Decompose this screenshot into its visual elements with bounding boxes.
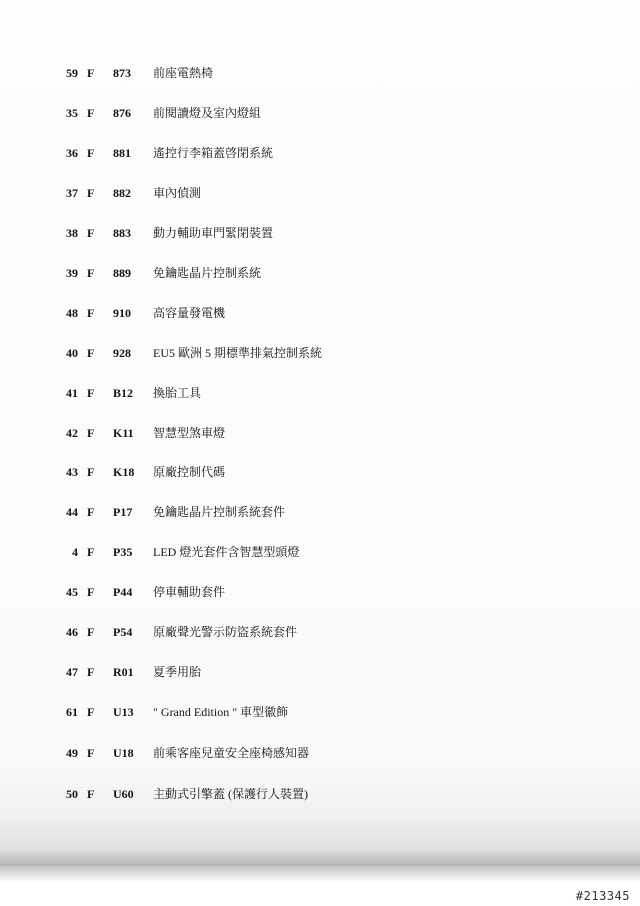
item-flag: F (87, 505, 95, 519)
item-flag: F (87, 66, 95, 80)
list-item (0, 343, 640, 363)
list-item (0, 383, 640, 403)
item-code: P44 (113, 585, 133, 599)
item-code: K18 (113, 465, 135, 479)
item-description: 前閱讀燈及室內燈組 (153, 106, 262, 120)
item-number: 45 (66, 585, 78, 599)
page-number: #213345 (575, 889, 630, 903)
list-item (0, 183, 640, 203)
list-item (0, 542, 640, 562)
item-number: 35 (66, 106, 78, 120)
item-flag: F (87, 625, 95, 639)
item-code: U18 (113, 746, 134, 760)
item-number: 41 (66, 386, 78, 400)
item-description: 停車輔助套件 (153, 585, 226, 599)
item-description: 高容量發電機 (153, 306, 226, 320)
item-code: 876 (113, 106, 131, 120)
item-description: EU5 歐洲 5 期標準排氣控制系統 (153, 346, 322, 360)
item-number: 46 (66, 625, 78, 639)
item-flag: F (87, 426, 95, 440)
item-code: K11 (113, 426, 134, 440)
item-number: 61 (66, 705, 78, 719)
scan-shadow (0, 848, 640, 882)
item-number: 4 (72, 545, 78, 559)
list-item (0, 662, 640, 682)
item-flag: F (87, 665, 95, 679)
list-item (0, 223, 640, 243)
item-description: 換胎工具 (153, 386, 202, 400)
item-number: 40 (66, 346, 78, 360)
list-item (0, 502, 640, 522)
list-item (0, 63, 640, 83)
item-code: R01 (113, 665, 134, 679)
item-description: 夏季用胎 (153, 665, 202, 679)
item-description: 主動式引擎蓋 (保護行人裝置) (153, 787, 308, 801)
list-item (0, 103, 640, 123)
item-code: P35 (113, 545, 133, 559)
item-code: 928 (113, 346, 131, 360)
item-number: 47 (66, 665, 78, 679)
item-flag: F (87, 266, 95, 280)
item-code: 881 (113, 146, 131, 160)
item-code: P54 (113, 625, 133, 639)
item-number: 44 (66, 505, 78, 519)
item-flag: F (87, 146, 95, 160)
item-flag: F (87, 465, 95, 479)
list-item (0, 263, 640, 283)
list-item (0, 582, 640, 602)
item-number: 49 (66, 746, 78, 760)
item-description: 智慧型煞車燈 (153, 426, 226, 440)
item-number: 43 (66, 465, 78, 479)
item-flag: F (87, 306, 95, 320)
item-code: U60 (113, 787, 134, 801)
item-description: 原廠控制代碼 (153, 465, 226, 479)
list-item (0, 784, 640, 804)
item-flag: F (87, 746, 95, 760)
item-number: 48 (66, 306, 78, 320)
item-description: 車內偵測 (153, 186, 202, 200)
item-code: 889 (113, 266, 131, 280)
item-flag: F (87, 787, 95, 801)
item-code: B12 (113, 386, 134, 400)
item-number: 36 (66, 146, 78, 160)
item-code: 883 (113, 226, 131, 240)
item-number: 50 (66, 787, 78, 801)
item-description: 遙控行李箱蓋啓閉系統 (153, 146, 274, 160)
item-flag: F (87, 705, 95, 719)
item-code: 882 (113, 186, 131, 200)
item-number: 37 (66, 186, 78, 200)
item-description: 免鑰匙晶片控制系統套件 (153, 505, 286, 519)
item-flag: F (87, 585, 95, 599)
item-flag: F (87, 226, 95, 240)
item-flag: F (87, 386, 95, 400)
item-description: 前座電熱椅 (153, 66, 214, 80)
item-number: 59 (66, 66, 78, 80)
item-description: 原廠聲光警示防盜系統套件 (153, 625, 298, 639)
item-description: 免鑰匙晶片控制系統 (153, 266, 262, 280)
item-description: LED 燈光套件含智慧型頭燈 (153, 545, 300, 559)
item-description: 動力輔助車門緊閉裝置 (153, 226, 274, 240)
item-code: U13 (113, 705, 134, 719)
item-number: 39 (66, 266, 78, 280)
item-flag: F (87, 106, 95, 120)
item-code: 910 (113, 306, 131, 320)
item-number: 38 (66, 226, 78, 240)
list-item (0, 462, 640, 482)
list-item (0, 702, 640, 722)
list-item (0, 303, 640, 323)
list-item (0, 622, 640, 642)
item-code: 873 (113, 66, 131, 80)
item-flag: F (87, 186, 95, 200)
item-flag: F (87, 346, 95, 360)
item-code: P17 (113, 505, 133, 519)
list-item (0, 143, 640, 163)
list-item (0, 743, 640, 763)
item-flag: F (87, 545, 95, 559)
item-description: 前乘客座兒童安全座椅感知器 (153, 746, 310, 760)
item-description: " Grand Edition " 車型徽飾 (153, 705, 289, 719)
item-number: 42 (66, 426, 78, 440)
list-item (0, 423, 640, 443)
